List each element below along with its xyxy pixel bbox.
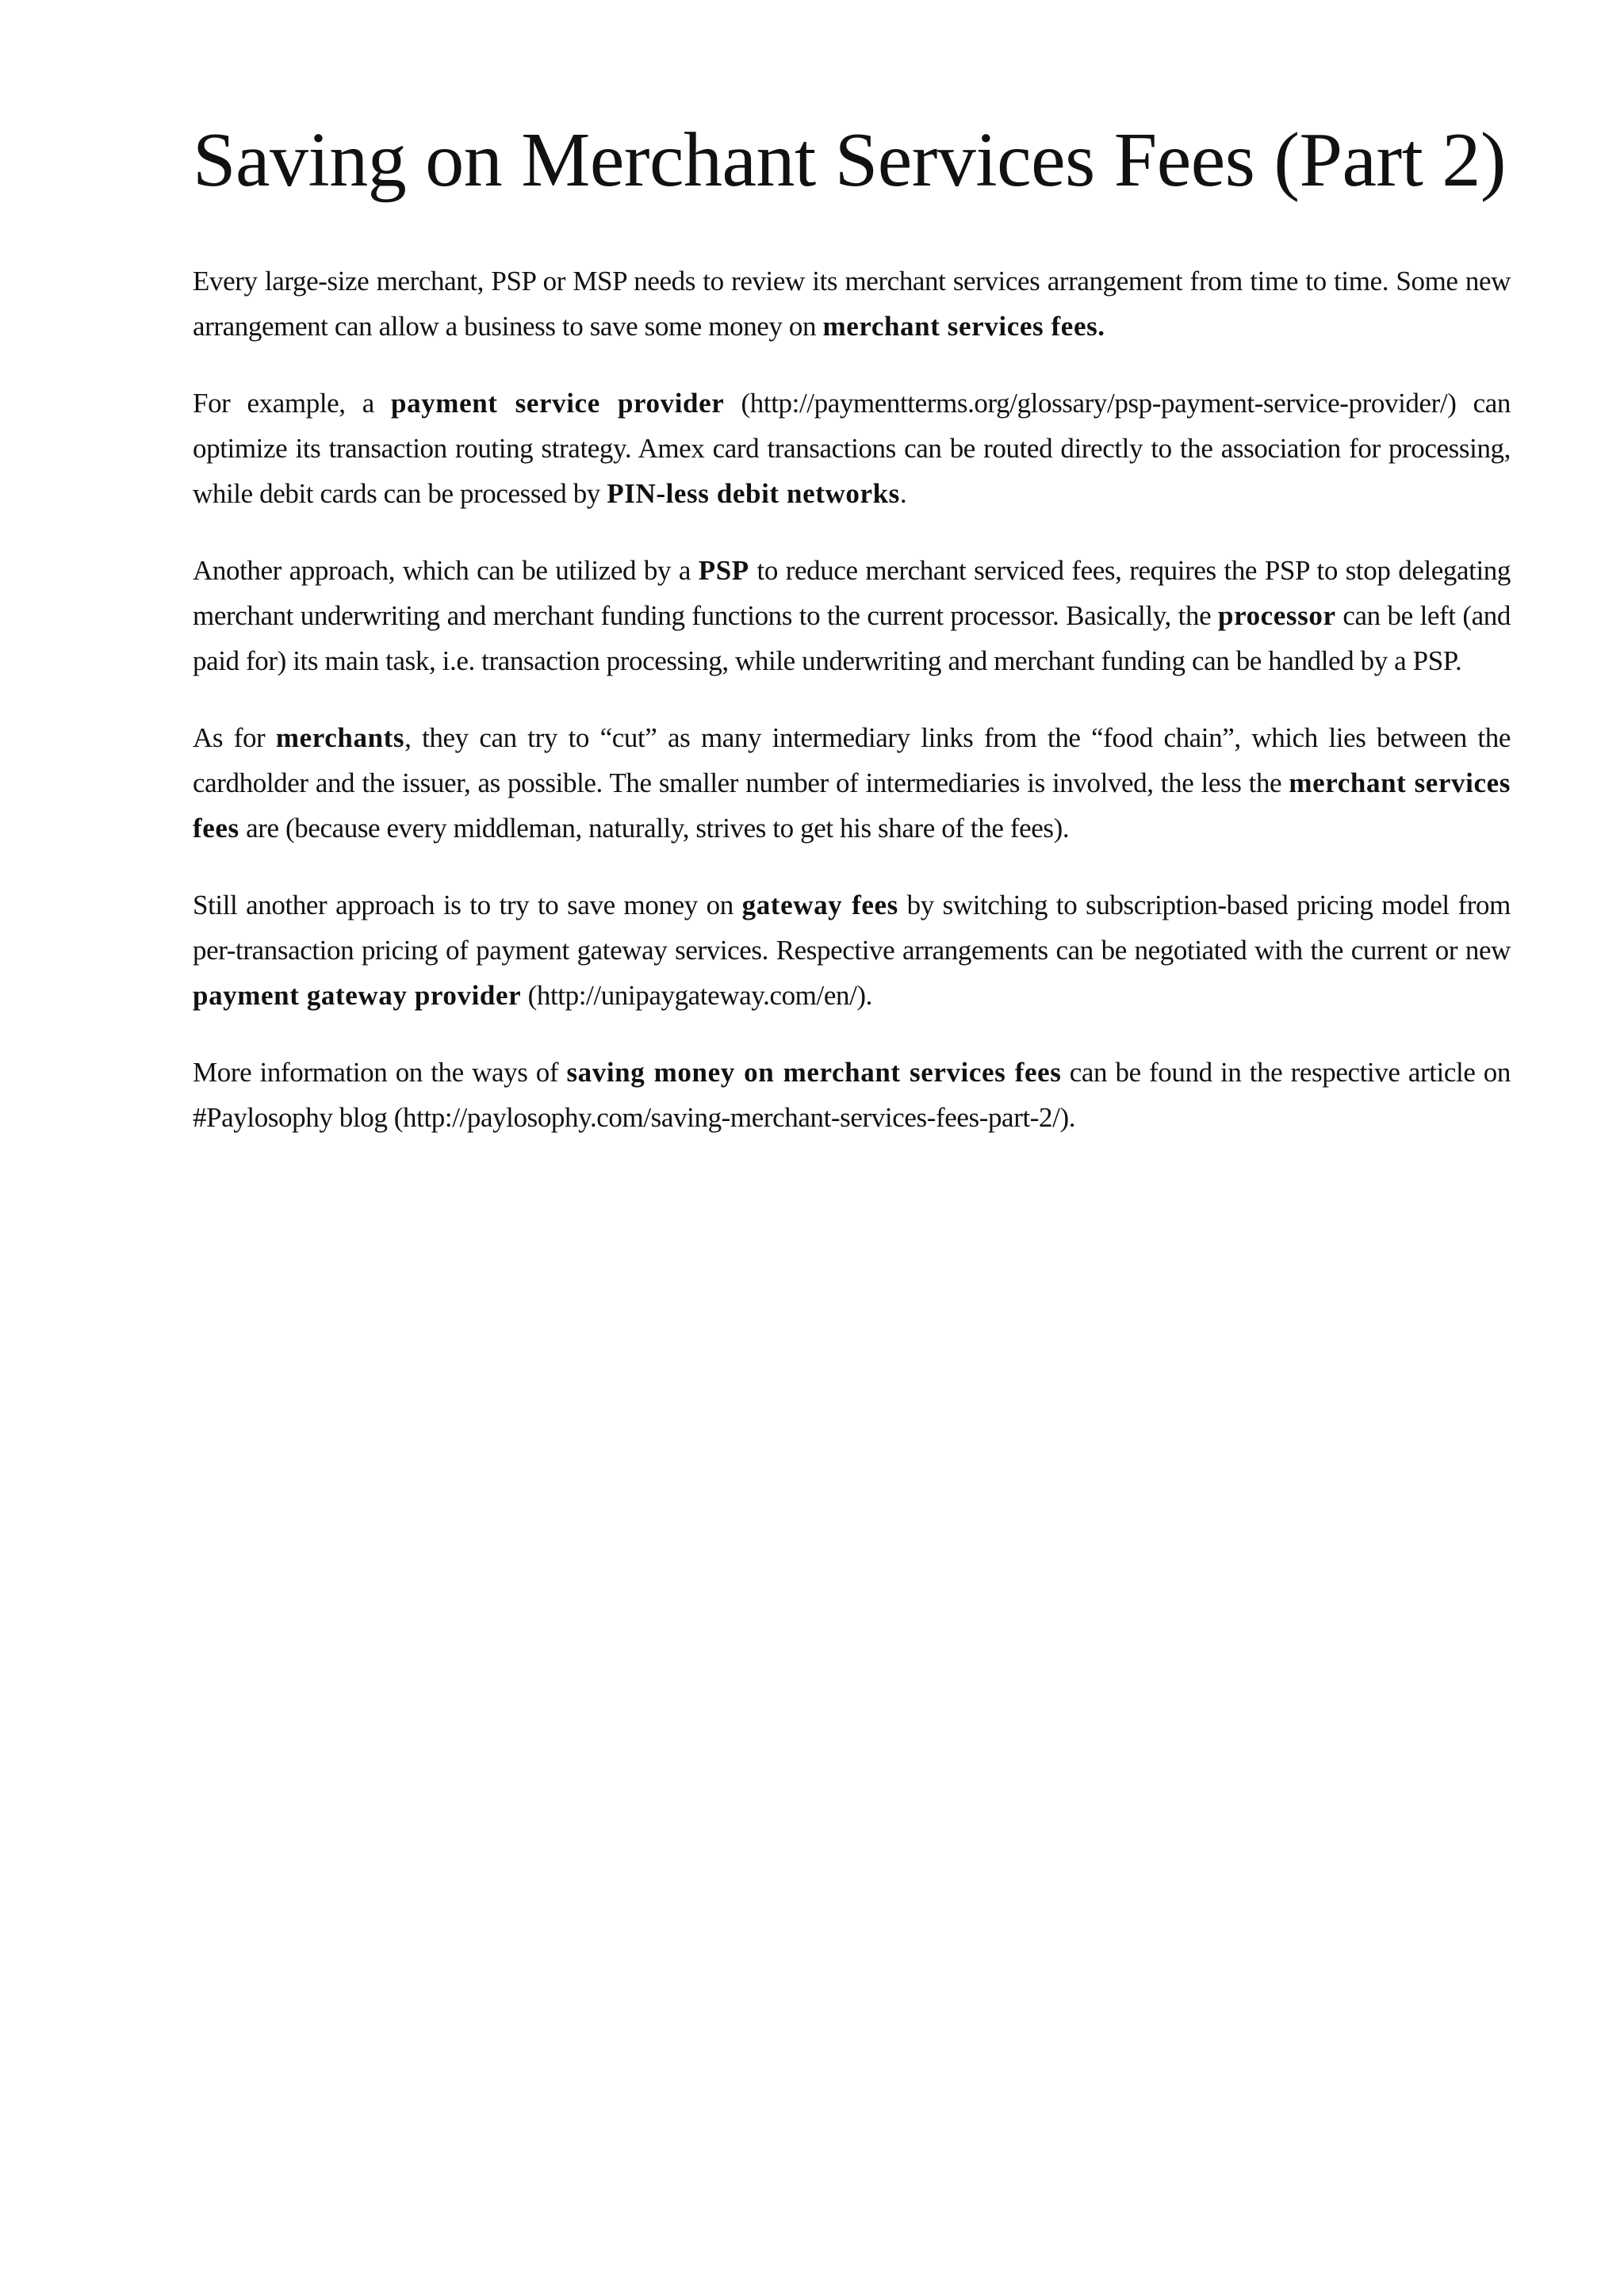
bold-term: saving money on merchant services fees <box>566 1056 1062 1088</box>
text-segment: , they can try to “cut” as many intermediary links from the “food chain”, which lies between the cardholder and the issuer, as possible. The smaller number of intermediaries is involved, the less the <box>193 721 1511 798</box>
text-segment: Still another approach is to try to save money on <box>193 889 742 920</box>
text-segment: Every large-size merchant, PSP or MSP needs to review its merchant services arrangement from time to time. Some new arrangement can allow a business to save some money on <box>193 265 1511 342</box>
paragraph-6 <box>193 1050 1511 1140</box>
bold-term: payment service provider <box>391 387 725 419</box>
document-title: Saving on Merchant Services Fees (Part 2) <box>193 117 1506 203</box>
text-segment: by switching to subscription-based pricing model from per-transaction pricing of payment gateway services. Respective arrangements can be negotiated with the current or new <box>193 889 1511 966</box>
bold-term: processor <box>1218 599 1336 631</box>
document-body <box>193 117 1511 1140</box>
text-segment: More information on the ways of <box>193 1056 567 1088</box>
bold-term: PIN-less debit networks <box>607 477 900 509</box>
bold-term: merchants <box>275 721 405 753</box>
text-segment: Another approach, which can be utilized by a <box>193 554 699 586</box>
text-segment: As for <box>193 721 276 753</box>
bold-term: gateway fees <box>741 889 898 920</box>
text-segment: (http://paymentterms.org/glossary/psp-payment-service-provider/) can optimize its transaction routing strategy. Amex card transactions can be routed directly to the association for processing, while debit cards can be processed by <box>193 387 1511 509</box>
bold-term: payment gateway provider <box>193 979 522 1011</box>
text-segment: (http://unipaygateway.com/en/). <box>521 979 872 1011</box>
bold-term: merchant services fees. <box>822 310 1105 342</box>
text-segment: can be left (and paid for) its main task, i.e. transaction processing, while underwriting and merchant funding can be handled by a PSP. <box>193 599 1511 676</box>
bold-term: PSP <box>698 554 749 586</box>
bold-term: merchant services fees <box>193 767 1511 844</box>
paragraph-2 <box>193 381 1511 516</box>
paragraph-3 <box>193 548 1511 683</box>
text-segment: to reduce merchant serviced fees, requires the PSP to stop delegating merchant underwriting and merchant funding functions to the current processor. Basically, the <box>193 554 1511 631</box>
paragraph-4 <box>193 715 1511 851</box>
text-segment: For example, a <box>193 387 392 419</box>
paragraph-5 <box>193 882 1511 1018</box>
paragraph-1 <box>193 258 1511 349</box>
text-segment: are (because every middleman, naturally, strives to get his share of the fees). <box>239 812 1070 844</box>
text-segment: can be found in the respective article on #Paylosophy blog (http://paylosophy.com/saving-merchant-services-fees-part-2/). <box>193 1056 1511 1133</box>
text-segment: . <box>899 477 907 509</box>
